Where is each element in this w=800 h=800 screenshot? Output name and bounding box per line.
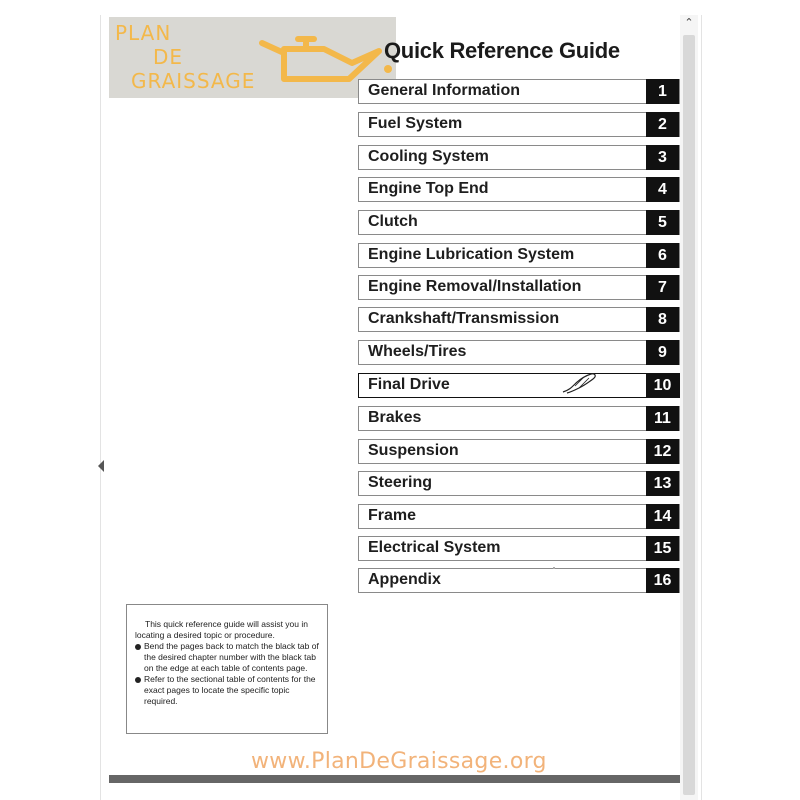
chevron-up-icon[interactable]: ⌃ bbox=[684, 17, 694, 29]
chapter-tab-2[interactable] bbox=[358, 112, 680, 137]
chapter-label: Engine Top End bbox=[368, 180, 489, 197]
chapter-number: 12 bbox=[646, 439, 679, 464]
chapter-tab-6[interactable] bbox=[358, 243, 680, 268]
chapter-label: Engine Removal/Installation bbox=[368, 278, 582, 295]
chapter-label: Clutch bbox=[368, 213, 418, 230]
chapter-number: 16 bbox=[646, 568, 679, 593]
chapter-tab-10[interactable] bbox=[358, 373, 680, 398]
bullet-icon bbox=[135, 644, 141, 650]
chapter-tab-15[interactable] bbox=[358, 536, 680, 561]
chapter-tab-9[interactable] bbox=[358, 340, 680, 365]
scroll-thumb[interactable] bbox=[683, 35, 695, 795]
chapter-tab-8[interactable] bbox=[358, 307, 680, 332]
chapter-label: Engine Lubrication System bbox=[368, 246, 575, 263]
bullet-icon bbox=[135, 677, 141, 683]
chapter-label: Cooling System bbox=[368, 148, 489, 165]
chapter-label: Brakes bbox=[368, 409, 422, 426]
chapter-label: Steering bbox=[368, 474, 433, 491]
banner-line-2: DE bbox=[153, 45, 184, 69]
page-title: Quick Reference Guide bbox=[384, 38, 620, 63]
page-speck bbox=[553, 567, 555, 569]
chapter-tab-14[interactable] bbox=[358, 504, 680, 529]
scribble-mark-icon bbox=[561, 370, 601, 396]
watermark-url: www.PlanDeGraissage.org bbox=[251, 749, 547, 774]
chapter-tab-13[interactable] bbox=[358, 471, 680, 496]
chapter-tab-11[interactable] bbox=[358, 406, 680, 431]
chapter-label: Fuel System bbox=[368, 115, 463, 132]
chapter-number: 6 bbox=[646, 243, 679, 268]
chapter-label: General Information bbox=[368, 82, 521, 99]
chapter-tab-16[interactable] bbox=[358, 568, 680, 593]
chapter-tab-12[interactable] bbox=[358, 439, 680, 464]
logo-banner bbox=[109, 17, 396, 98]
chapter-number: 10 bbox=[646, 373, 679, 398]
chapter-number: 13 bbox=[646, 471, 679, 496]
chapter-label: Appendix bbox=[368, 571, 441, 588]
chapter-tab-3[interactable] bbox=[358, 145, 680, 170]
caret-left-icon[interactable] bbox=[98, 460, 104, 472]
chapter-number: 5 bbox=[646, 210, 679, 235]
chapter-label: Electrical System bbox=[368, 539, 501, 556]
document-page bbox=[100, 15, 702, 800]
chapter-number: 4 bbox=[646, 177, 679, 202]
chapter-label: Suspension bbox=[368, 442, 459, 459]
note-intro: This quick reference guide will assist you in locating a desired topic or procedure. bbox=[135, 619, 308, 640]
banner-line-3: GRAISSAGE bbox=[131, 69, 256, 93]
chapter-label: Final Drive bbox=[368, 376, 450, 393]
chapter-number: 2 bbox=[646, 112, 679, 137]
chapter-label: Crankshaft/Transmission bbox=[368, 310, 560, 327]
banner-line-1: PLAN bbox=[115, 21, 172, 45]
chapter-number: 9 bbox=[646, 340, 679, 365]
chapter-number: 7 bbox=[646, 275, 679, 300]
chapter-tab-7[interactable] bbox=[358, 275, 680, 300]
chapter-tab-1[interactable] bbox=[358, 79, 680, 104]
chapter-number: 8 bbox=[646, 307, 679, 332]
chapter-number: 11 bbox=[646, 406, 679, 431]
bottom-divider bbox=[109, 775, 681, 783]
chapter-number: 1 bbox=[646, 79, 679, 104]
chapter-number: 15 bbox=[646, 536, 679, 561]
chapter-number: 14 bbox=[646, 504, 679, 529]
chapter-label: Wheels/Tires bbox=[368, 343, 467, 360]
note-bullet-2 bbox=[135, 674, 319, 707]
instruction-note-box bbox=[126, 604, 328, 734]
chapter-number: 3 bbox=[646, 145, 679, 170]
chapter-label: Frame bbox=[368, 507, 417, 524]
note-bullet-1 bbox=[135, 641, 319, 674]
chapter-tab-4[interactable] bbox=[358, 177, 680, 202]
note-bullet-text: Bend the pages back to match the black tab of the desired chapter number with the black tab on the edge at each table of contents page. bbox=[144, 641, 319, 673]
vertical-scrollbar[interactable] bbox=[680, 15, 698, 800]
chapter-tab-5[interactable] bbox=[358, 210, 680, 235]
note-bullet-text: Refer to the sectional table of contents for the exact pages to locate the specific topic required. bbox=[144, 674, 316, 706]
